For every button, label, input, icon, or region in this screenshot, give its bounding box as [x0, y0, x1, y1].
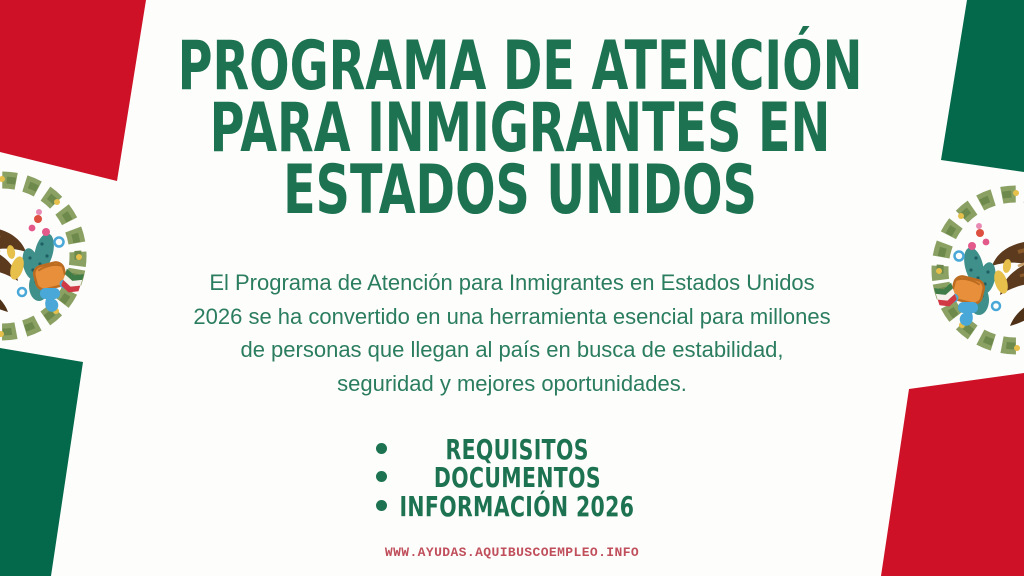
list-item-label: INFORMACIÓN 2026 [399, 489, 635, 523]
bullet-dot-icon [376, 471, 387, 482]
list-item [337, 461, 697, 495]
list-item-label: REQUISITOS [445, 433, 589, 466]
title-line-1: PROGRAMA DE ATENCIÓN [177, 27, 863, 106]
topics-list [337, 433, 697, 523]
list-item [337, 433, 697, 466]
bullet-dot-icon [376, 443, 387, 454]
coat-of-arms-right [928, 182, 1024, 358]
page-title [167, 27, 873, 230]
flag-stripe-green-top-right [941, 0, 1024, 172]
intro-paragraph: El Programa de Atención para Inmigrantes en Estados Unidos 2026 se ha convertido en una herramienta esencial para millones de personas que llegan al país en busca de estabilidad, seguridad y mejores oportunidades. [193, 270, 831, 396]
list-item-label: DOCUMENTOS [433, 461, 601, 495]
flag-stripe-green-bottom-left [0, 348, 83, 576]
title-line-3: ESTADOS UNIDOS [283, 151, 757, 230]
bullet-dot-icon [376, 500, 387, 511]
coat-of-arms-left [0, 168, 90, 344]
list-item [337, 489, 697, 523]
website-url: WWW.AYUDAS.AQUIBUSCOEMPLEO.INFO [384, 545, 640, 560]
flag-stripe-red-top-left [0, 0, 146, 181]
title-line-2: PARA INMIGRANTES EN [209, 89, 831, 168]
